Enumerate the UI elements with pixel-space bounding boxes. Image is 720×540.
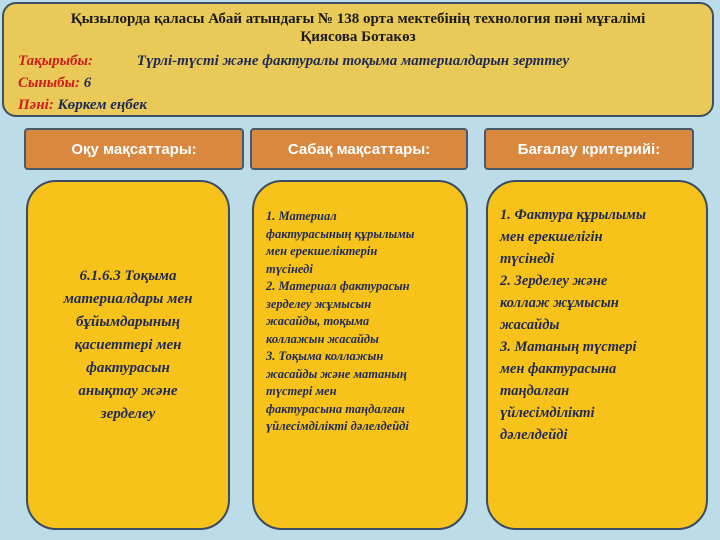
text-line: анықтау және <box>78 382 178 399</box>
learning-objectives-text <box>64 265 193 426</box>
class-row <box>18 72 698 94</box>
topic-value: Түрлі-түсті және фактуралы тоқыма материалдарын зерттеу <box>136 53 570 69</box>
learning-objectives-card <box>26 180 230 530</box>
text-line: 3. Тоқыма коллажын <box>266 349 384 363</box>
text-line: таңдалған <box>500 383 570 399</box>
assessment-criteria-card <box>486 180 708 530</box>
class-value: 6 <box>83 75 92 91</box>
text-line: қасиеттері мен <box>74 336 182 353</box>
text-line: 3. Матаның түстері <box>500 339 637 355</box>
text-line: коллаж жұмысын <box>500 295 619 311</box>
text-line: 6.1.6.3 Тоқыма <box>79 267 177 284</box>
text-line: мен ерекшелігін <box>500 229 603 245</box>
text-line: фактурасының құрылымы <box>266 226 415 241</box>
subject-value: Көркем еңбек <box>57 97 147 113</box>
text-line: түсінеді <box>500 251 555 267</box>
text-line: зерделеу <box>100 405 156 422</box>
lesson-objectives-card <box>252 180 468 530</box>
text-line: түсінеді <box>266 261 313 276</box>
text-line: зерделеу жұмысын <box>266 296 372 311</box>
topic-label: Тақырыбы: <box>18 53 93 69</box>
lesson-objectives-heading: Сабақ мақсаттары: <box>250 128 468 170</box>
text-line: үйлесімділікті дәлелдейді <box>266 419 409 433</box>
topic-row <box>18 50 698 72</box>
header-panel <box>2 2 714 117</box>
subject-row <box>18 94 698 116</box>
text-line: мен ерекшеліктерін <box>266 244 378 258</box>
text-line: дәлелдейді <box>500 427 568 443</box>
text-line: 1. Фактура құрылымы <box>500 207 646 223</box>
text-line: материалдары мен <box>63 290 193 307</box>
text-line: 2. Зерделеу және <box>500 273 608 289</box>
text-line: жасайды <box>500 317 560 333</box>
class-label: Сыныбы: <box>18 75 81 91</box>
text-line: түстері мен <box>266 384 337 398</box>
text-line: 2. Материал фактурасын <box>266 279 410 293</box>
learning-objectives-heading: Оқу мақсаттары: <box>24 128 244 170</box>
text-line: бұйымдарының <box>76 313 180 330</box>
title-line-2: Қиясова Ботакөз <box>300 29 416 45</box>
page-title <box>18 10 698 46</box>
title-line-1: Қызылорда қаласы Абай атындағы № 138 орта мектебінің технология пәні мұғалімі <box>70 11 646 27</box>
text-line: жасайды, тоқыма <box>266 314 370 328</box>
text-line: фактурасына таңдалған <box>266 401 405 416</box>
subject-label: Пәні: <box>18 97 54 113</box>
text-line: үйлесімділікті <box>500 405 595 421</box>
text-line: жасайды және матаның <box>266 366 407 381</box>
text-line: мен фактурасына <box>500 361 617 377</box>
assessment-criteria-heading: Бағалау критерийі: <box>484 128 694 170</box>
text-line: фактурасын <box>86 359 170 376</box>
text-line: 1. Материал <box>266 209 337 223</box>
text-line: коллажын жасайды <box>266 331 379 346</box>
